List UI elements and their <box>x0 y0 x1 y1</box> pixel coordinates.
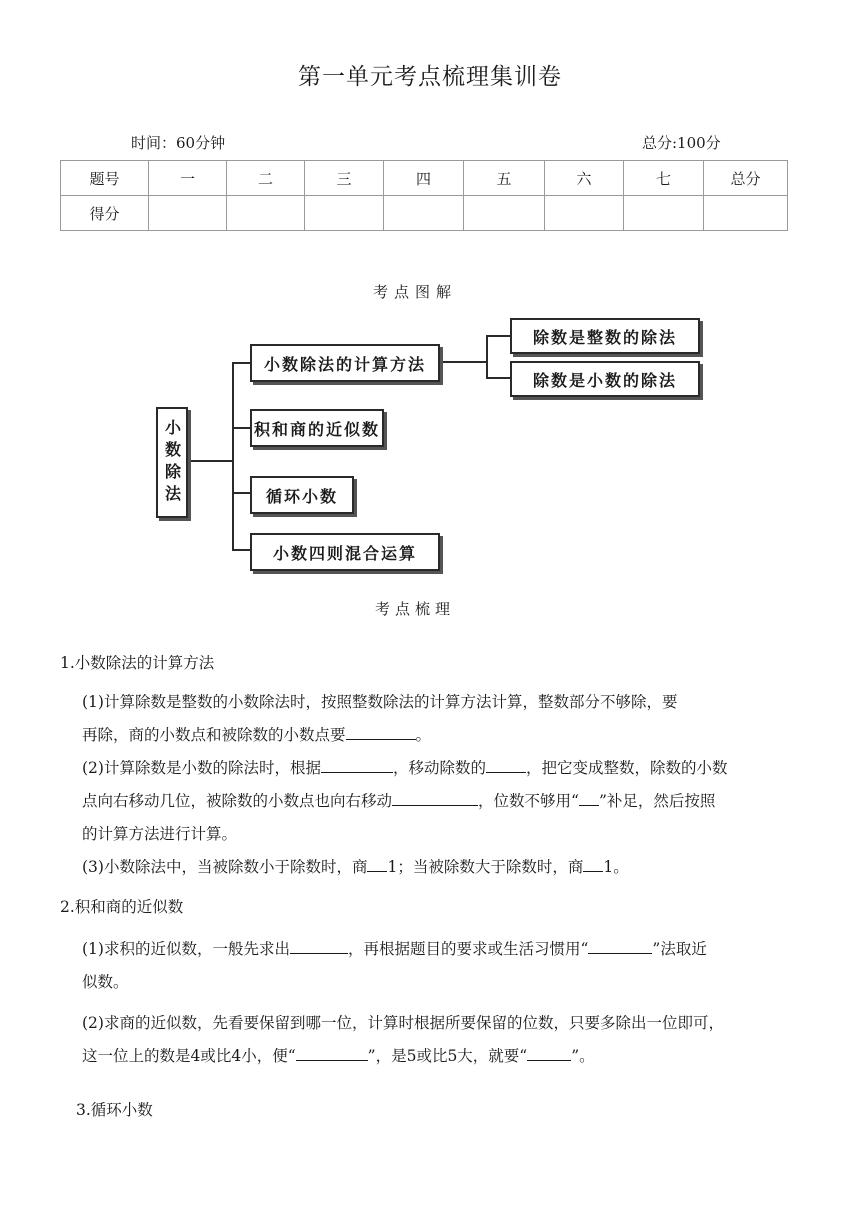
answer-blank[interactable] <box>392 787 478 806</box>
answer-blank[interactable] <box>588 935 652 954</box>
text-line: 1。 <box>603 858 629 876</box>
heading-repeating-decimal: 3.循环小数 <box>76 1101 153 1119</box>
text-line: (3)小数除法中，当被除数小于除数时，商 <box>82 858 368 876</box>
score-table <box>60 160 788 231</box>
score-header-cell: 总分 <box>704 161 788 196</box>
answer-blank[interactable] <box>579 787 599 806</box>
connector-line <box>232 549 250 551</box>
heading-decimal-division: 1.小数除法的计算方法 <box>60 654 215 672</box>
connector-line <box>440 361 488 363</box>
score-table-score-row <box>61 196 788 231</box>
connector-line <box>486 377 510 379</box>
text-line: 。 <box>415 726 432 744</box>
text-line: 这一位上的数是4或比4小，便“ <box>82 1047 296 1065</box>
diagram-section-title: 考点图解 <box>372 283 457 301</box>
score-input-cell[interactable] <box>624 196 704 231</box>
diagram-root-node: 小数除法 <box>156 407 188 518</box>
answer-blank[interactable] <box>486 754 526 773</box>
text-line: 似数。 <box>82 973 129 991</box>
text-line: 再除，商的小数点和被除数的小数点要 <box>82 726 346 744</box>
review-section-title: 考点梳理 <box>374 600 455 618</box>
answer-blank[interactable] <box>346 721 416 740</box>
paragraph-decimal-division <box>82 686 802 884</box>
score-input-cell[interactable] <box>149 196 227 231</box>
text-line: ”法取近 <box>652 940 707 958</box>
heading-approximation: 2.积和商的近似数 <box>60 898 184 916</box>
answer-blank[interactable] <box>527 1042 571 1061</box>
text-line: ”。 <box>571 1047 595 1065</box>
diagram-node-integer-divisor: 除数是整数的除法 <box>510 318 700 354</box>
score-input-cell[interactable] <box>384 196 464 231</box>
text-line: (2)计算除数是小数的除法时，根据 <box>82 759 321 777</box>
connector-line <box>232 362 234 550</box>
text-line: (1)计算除数是整数的小数除法时，按照整数除法的计算方法计算，整数部分不够除，要 <box>82 693 678 711</box>
diagram-node-approximation: 积和商的近似数 <box>250 409 384 447</box>
total-score: 总分:100分 <box>642 134 721 152</box>
answer-blank[interactable] <box>321 754 393 773</box>
score-header-cell: 六 <box>545 161 624 196</box>
connector-line <box>486 335 510 337</box>
paragraph-approximation <box>82 933 802 1073</box>
connector-line <box>232 427 250 429</box>
score-header-cell: 一 <box>149 161 227 196</box>
diagram-node-calc-method: 小数除法的计算方法 <box>250 344 440 382</box>
text-line: ，把它变成整数，除数的小数 <box>525 759 728 777</box>
score-row-label: 得分 <box>61 196 149 231</box>
time-limit: 时间：60分钟 <box>131 134 226 152</box>
score-input-cell[interactable] <box>305 196 384 231</box>
connector-line <box>486 335 488 379</box>
text-line: ”，是5或比5大，就要“ <box>367 1047 528 1065</box>
text-line: ，移动除数的 <box>392 759 486 777</box>
diagram-node-decimal-divisor: 除数是小数的除法 <box>510 361 700 397</box>
answer-blank[interactable] <box>296 1042 368 1061</box>
score-header-cell: 七 <box>624 161 704 196</box>
text-line: 的计算方法进行计算。 <box>82 825 238 843</box>
score-input-cell[interactable] <box>227 196 305 231</box>
score-header-cell: 四 <box>384 161 464 196</box>
diagram-node-repeating-decimal: 循环小数 <box>250 476 354 514</box>
text-line: ，再根据题目的要求或生活习惯用“ <box>347 940 589 958</box>
score-header-cell: 题号 <box>61 161 149 196</box>
score-header-cell: 三 <box>305 161 384 196</box>
text-line: ，位数不够用“ <box>478 792 579 810</box>
connector-line <box>232 362 250 364</box>
score-input-cell[interactable] <box>464 196 545 231</box>
diagram-node-mixed-operations: 小数四则混合运算 <box>250 533 440 571</box>
text-line: 1；当被除数大于除数时，商 <box>387 858 584 876</box>
score-header-cell: 五 <box>464 161 545 196</box>
score-input-cell[interactable] <box>704 196 788 231</box>
score-input-cell[interactable] <box>545 196 624 231</box>
score-header-cell: 二 <box>227 161 305 196</box>
text-line: (1)求积的近似数，一般先求出 <box>82 940 290 958</box>
connector-line <box>186 460 234 462</box>
page-title: 第一单元考点梳理集训卷 <box>298 64 562 90</box>
answer-blank[interactable] <box>367 853 387 872</box>
answer-blank[interactable] <box>583 853 603 872</box>
connector-line <box>232 492 250 494</box>
score-table-header-row <box>61 161 788 196</box>
text-line: ”补足，然后按照 <box>598 792 716 810</box>
text-line: (2)求商的近似数，先看要保留到哪一位，计算时根据所要保留的位数，只要多除出一位即可， <box>82 1014 724 1032</box>
answer-blank[interactable] <box>290 935 348 954</box>
text-line: 点向右移动几位，被除数的小数点也向右移动 <box>82 792 393 810</box>
